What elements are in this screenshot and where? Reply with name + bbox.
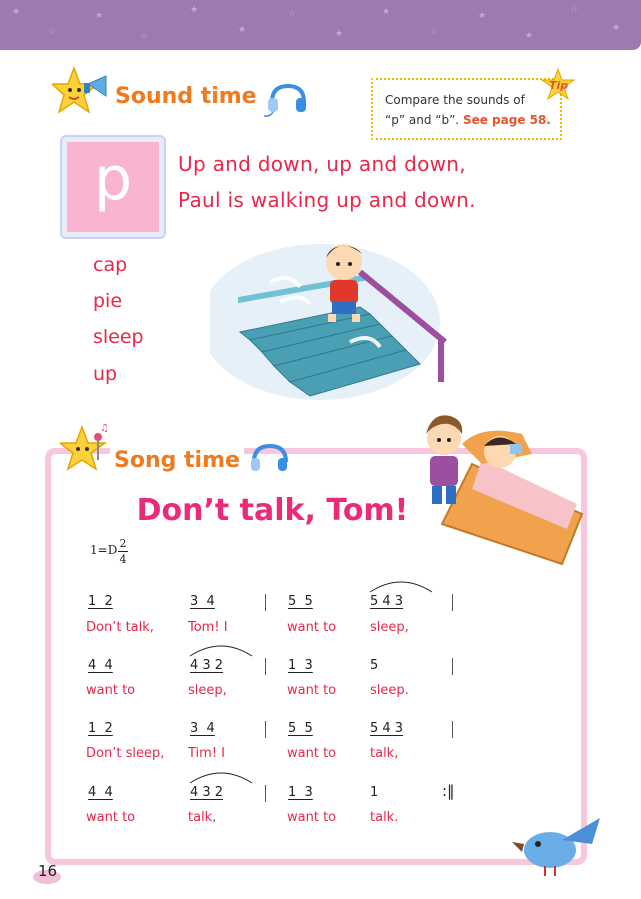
sound-time-title: Sound time [115, 84, 257, 109]
boy-in-bed-illustration [412, 404, 592, 570]
slur-mark [368, 578, 434, 594]
lyric: sleep, [188, 683, 227, 698]
word-item: sleep [93, 326, 144, 348]
headphones-icon [262, 80, 310, 118]
tip-line-2 [385, 113, 551, 127]
notation-measure: 1 2 [88, 721, 113, 736]
slur-mark [188, 642, 254, 658]
tip-line-1: Compare the sounds of [385, 93, 525, 107]
notation-measure: 3 4 [190, 721, 215, 736]
bar-line [265, 594, 266, 611]
boy-on-stairs-illustration [210, 232, 460, 400]
notation-measure: 4 4 [88, 658, 113, 673]
slur-mark [188, 769, 254, 785]
top-banner [0, 0, 641, 50]
rhyme-line-2: Paul is walking up and down. [178, 188, 476, 212]
tip-badge-label: Tip [549, 79, 569, 92]
star-decoration-icon: ★ [525, 31, 534, 41]
lyric: want to [287, 746, 337, 761]
star-decoration-icon: ★ [12, 7, 21, 17]
notation-measure: 5 4 3 [370, 594, 404, 609]
notation-measure: 1 3 [288, 785, 313, 800]
notation-measure: 5 5 [288, 721, 313, 736]
notation-measure: 5 4 3 [370, 721, 404, 736]
bar-line [452, 658, 453, 675]
notation-measure: 1 [370, 785, 379, 800]
song-time-title: Song time [110, 448, 244, 473]
lyric: want to [86, 683, 136, 698]
notation-measure: 1 2 [88, 594, 113, 609]
bar-line [452, 594, 453, 611]
lyric: talk, [188, 810, 217, 825]
repeat-sign: :‖ [442, 782, 455, 800]
headphones-icon [246, 442, 290, 476]
song-title: Don’t talk, Tom! [136, 493, 409, 528]
notation-measure: 4 3 2 [190, 658, 224, 673]
time-signature-top: 2 [119, 537, 127, 550]
word-item: cap [93, 254, 128, 276]
notation-measure: 4 4 [88, 785, 113, 800]
rhyme-line-1: Up and down, up and down, [178, 152, 466, 176]
star-decoration-icon: ★ [190, 5, 199, 15]
lyric: want to [86, 810, 136, 825]
lyric: Don’t sleep, [86, 746, 165, 761]
tip-box [371, 78, 562, 140]
star-decoration-icon: ★ [478, 11, 487, 21]
bar-line [452, 721, 453, 738]
star-decoration-icon: ★ [382, 7, 391, 17]
word-item: pie [93, 290, 123, 312]
lyric: talk, [370, 746, 399, 761]
tip-line-2-text: “p” and “b”. [385, 113, 463, 127]
star-decoration-icon: ★ [95, 11, 104, 21]
lyric: Tim! I [188, 746, 225, 761]
bar-line [265, 785, 266, 802]
page-number: 16 [38, 862, 58, 880]
star-decoration-icon: ☆ [140, 31, 149, 41]
time-signature-divider [118, 551, 128, 552]
star-microphone-icon [60, 423, 112, 479]
letter-p: p [93, 144, 133, 214]
bar-line [265, 658, 266, 675]
lyric: want to [287, 810, 337, 825]
lyric: sleep, [370, 620, 409, 635]
notation-measure: 3 4 [190, 594, 215, 609]
notation-measure: 5 5 [288, 594, 313, 609]
time-signature-bottom: 4 [119, 553, 127, 566]
notation-measure: 5 [370, 658, 379, 673]
lyric: Tom! I [188, 620, 228, 635]
star-decoration-icon: ☆ [48, 27, 57, 37]
word-item: up [93, 363, 118, 385]
notation-measure: 4 3 2 [190, 785, 224, 800]
star-decoration-icon: ☆ [570, 5, 579, 15]
bird-illustration [512, 814, 608, 878]
letter-card [62, 137, 164, 237]
lyric: want to [287, 620, 337, 635]
star-decoration-icon: ★ [335, 29, 344, 39]
key-signature: 1=D [90, 543, 118, 557]
star-decoration-icon: ☆ [288, 9, 297, 19]
svg-text:♫: ♫ [100, 423, 109, 434]
lyric: Don’t talk, [86, 620, 154, 635]
bar-line [265, 721, 266, 738]
notation-measure: 1 3 [288, 658, 313, 673]
see-page-link[interactable]: See page 58. [462, 113, 551, 127]
time-signature [118, 537, 128, 566]
star-decoration-icon: ★ [612, 23, 621, 33]
star-decoration-icon: ★ [238, 25, 247, 35]
star-megaphone-icon [52, 66, 116, 122]
lyric: talk. [370, 810, 399, 825]
star-decoration-icon: ☆ [430, 27, 439, 37]
lyric: sleep. [370, 683, 409, 698]
lyric: want to [287, 683, 337, 698]
